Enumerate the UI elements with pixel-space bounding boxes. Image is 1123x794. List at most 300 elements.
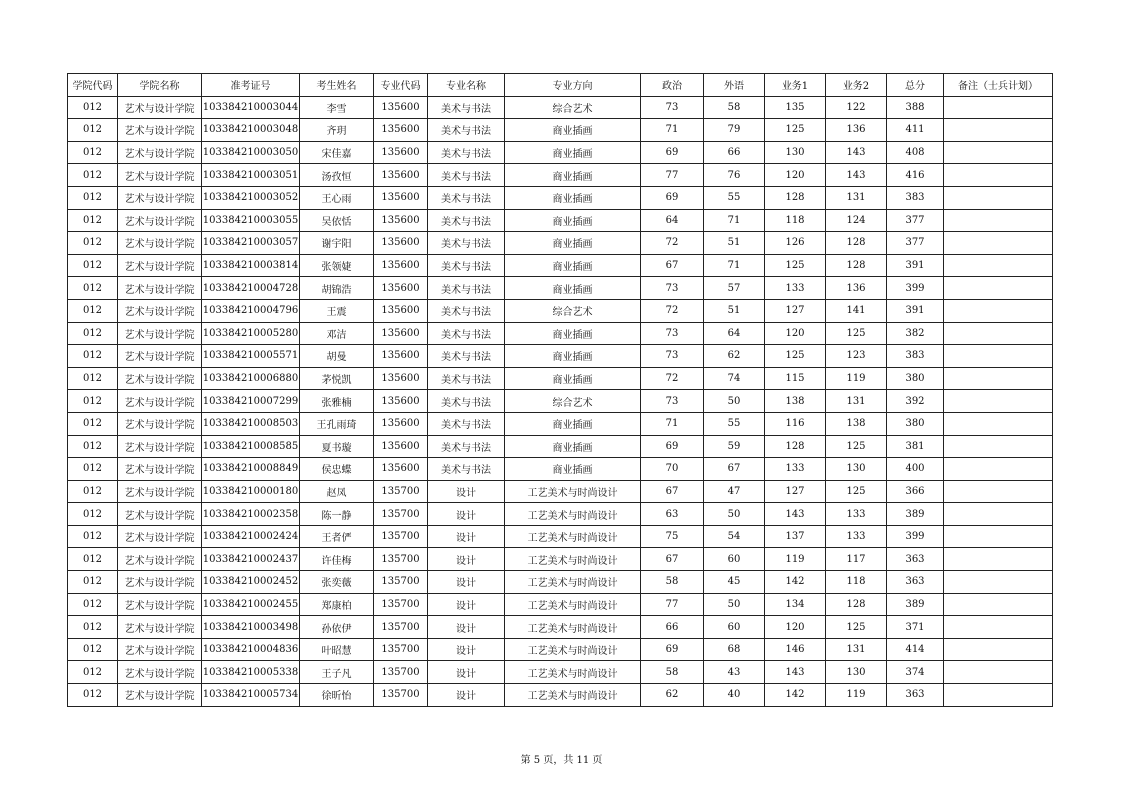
- table-row: [68, 119, 1053, 142]
- table-row: [68, 525, 1053, 548]
- cell-college-code: 012: [68, 345, 118, 368]
- cell-subject2-score: 128: [826, 254, 887, 277]
- cell-remarks: [944, 435, 1053, 458]
- cell-subject1-score: 125: [765, 119, 826, 142]
- cell-major-code: 135600: [374, 232, 428, 255]
- cell-subject2-score: 138: [826, 412, 887, 435]
- cell-subject2-score: 125: [826, 435, 887, 458]
- cell-major-code: 135600: [374, 164, 428, 187]
- cell-exam-id: 103384210002437: [202, 548, 300, 571]
- cell-college-code: 012: [68, 141, 118, 164]
- cell-college-code: 012: [68, 412, 118, 435]
- cell-college-name: 艺术与设计学院: [118, 232, 202, 255]
- column-header-student-name: 考生姓名: [300, 74, 374, 97]
- cell-politics-score: 72: [641, 299, 704, 322]
- cell-total-score: 374: [887, 661, 944, 684]
- cell-total-score: 382: [887, 322, 944, 345]
- cell-college-code: 012: [68, 299, 118, 322]
- cell-major-name: 设计: [428, 503, 505, 526]
- cell-total-score: 399: [887, 525, 944, 548]
- cell-major-name: 美术与书法: [428, 164, 505, 187]
- cell-foreign-language-score: 60: [704, 548, 765, 571]
- cell-student-name: 张奕薇: [300, 571, 374, 594]
- cell-major-direction: 商业插画: [505, 277, 641, 300]
- cell-college-code: 012: [68, 322, 118, 345]
- cell-foreign-language-score: 40: [704, 684, 765, 707]
- cell-college-code: 012: [68, 390, 118, 413]
- cell-subject2-score: 131: [826, 638, 887, 661]
- cell-student-name: 吴依恬: [300, 209, 374, 232]
- cell-foreign-language-score: 71: [704, 254, 765, 277]
- cell-total-score: 377: [887, 232, 944, 255]
- cell-major-direction: 商业插画: [505, 209, 641, 232]
- cell-politics-score: 66: [641, 616, 704, 639]
- table-row: [68, 254, 1053, 277]
- cell-major-direction: 工艺美术与时尚设计: [505, 503, 641, 526]
- cell-subject1-score: 128: [765, 435, 826, 458]
- table-row: [68, 684, 1053, 707]
- cell-major-direction: 商业插画: [505, 412, 641, 435]
- cell-total-score: 391: [887, 254, 944, 277]
- cell-major-direction: 商业插画: [505, 345, 641, 368]
- cell-subject2-score: 123: [826, 345, 887, 368]
- cell-exam-id: 103384210002358: [202, 503, 300, 526]
- cell-major-direction: 工艺美术与时尚设计: [505, 638, 641, 661]
- table-row: [68, 345, 1053, 368]
- cell-major-code: 135700: [374, 661, 428, 684]
- column-header-total-score: 总分: [887, 74, 944, 97]
- cell-foreign-language-score: 62: [704, 345, 765, 368]
- cell-student-name: 齐玥: [300, 119, 374, 142]
- cell-major-direction: 工艺美术与时尚设计: [505, 525, 641, 548]
- cell-subject1-score: 130: [765, 141, 826, 164]
- cell-remarks: [944, 503, 1053, 526]
- cell-subject1-score: 146: [765, 638, 826, 661]
- cell-college-name: 艺术与设计学院: [118, 616, 202, 639]
- cell-subject2-score: 136: [826, 277, 887, 300]
- cell-exam-id: 103384210003055: [202, 209, 300, 232]
- cell-total-score: 363: [887, 571, 944, 594]
- cell-major-name: 美术与书法: [428, 254, 505, 277]
- cell-total-score: 380: [887, 367, 944, 390]
- cell-politics-score: 75: [641, 525, 704, 548]
- cell-student-name: 张雅楠: [300, 390, 374, 413]
- cell-major-name: 设计: [428, 661, 505, 684]
- cell-student-name: 宋佳嘉: [300, 141, 374, 164]
- cell-subject1-score: 143: [765, 503, 826, 526]
- cell-subject2-score: 136: [826, 119, 887, 142]
- cell-major-direction: 综合艺术: [505, 96, 641, 119]
- cell-major-direction: 工艺美术与时尚设计: [505, 480, 641, 503]
- cell-foreign-language-score: 54: [704, 525, 765, 548]
- cell-remarks: [944, 548, 1053, 571]
- cell-major-direction: 综合艺术: [505, 390, 641, 413]
- cell-remarks: [944, 232, 1053, 255]
- table-body: [68, 96, 1053, 706]
- cell-major-direction: 综合艺术: [505, 299, 641, 322]
- cell-major-code: 135600: [374, 141, 428, 164]
- cell-remarks: [944, 119, 1053, 142]
- cell-foreign-language-score: 45: [704, 571, 765, 594]
- cell-major-name: 美术与书法: [428, 186, 505, 209]
- cell-major-name: 美术与书法: [428, 141, 505, 164]
- cell-exam-id: 103384210003057: [202, 232, 300, 255]
- cell-remarks: [944, 390, 1053, 413]
- cell-subject1-score: 126: [765, 232, 826, 255]
- cell-subject2-score: 125: [826, 322, 887, 345]
- admission-score-table: [67, 73, 1053, 707]
- cell-politics-score: 73: [641, 277, 704, 300]
- cell-college-code: 012: [68, 525, 118, 548]
- cell-politics-score: 63: [641, 503, 704, 526]
- cell-major-name: 设计: [428, 548, 505, 571]
- cell-major-direction: 工艺美术与时尚设计: [505, 616, 641, 639]
- table-row: [68, 661, 1053, 684]
- cell-exam-id: 103384210004728: [202, 277, 300, 300]
- cell-total-score: 399: [887, 277, 944, 300]
- cell-remarks: [944, 684, 1053, 707]
- cell-exam-id: 103384210007299: [202, 390, 300, 413]
- cell-subject2-score: 119: [826, 367, 887, 390]
- cell-exam-id: 103384210008849: [202, 458, 300, 481]
- cell-college-name: 艺术与设计学院: [118, 548, 202, 571]
- cell-major-direction: 商业插画: [505, 186, 641, 209]
- cell-major-code: 135600: [374, 96, 428, 119]
- column-header-foreign-language-score: 外语: [704, 74, 765, 97]
- cell-remarks: [944, 345, 1053, 368]
- cell-student-name: 汤孜恒: [300, 164, 374, 187]
- cell-major-direction: 商业插画: [505, 367, 641, 390]
- cell-foreign-language-score: 55: [704, 412, 765, 435]
- cell-student-name: 王子凡: [300, 661, 374, 684]
- cell-subject1-score: 137: [765, 525, 826, 548]
- table-row: [68, 593, 1053, 616]
- cell-exam-id: 103384210006880: [202, 367, 300, 390]
- cell-politics-score: 73: [641, 322, 704, 345]
- column-header-subject1-score: 业务1: [765, 74, 826, 97]
- table-row: [68, 141, 1053, 164]
- cell-remarks: [944, 412, 1053, 435]
- cell-student-name: 王孔雨琦: [300, 412, 374, 435]
- cell-college-name: 艺术与设计学院: [118, 277, 202, 300]
- cell-subject2-score: 122: [826, 96, 887, 119]
- cell-subject2-score: 133: [826, 503, 887, 526]
- cell-college-name: 艺术与设计学院: [118, 661, 202, 684]
- cell-major-code: 135600: [374, 458, 428, 481]
- cell-subject2-score: 128: [826, 232, 887, 255]
- cell-subject2-score: 117: [826, 548, 887, 571]
- cell-college-code: 012: [68, 458, 118, 481]
- cell-total-score: 389: [887, 593, 944, 616]
- cell-student-name: 徐昕怡: [300, 684, 374, 707]
- cell-major-name: 设计: [428, 571, 505, 594]
- cell-college-code: 012: [68, 164, 118, 187]
- cell-college-code: 012: [68, 480, 118, 503]
- cell-college-code: 012: [68, 435, 118, 458]
- cell-major-code: 135600: [374, 277, 428, 300]
- column-header-major-name: 专业名称: [428, 74, 505, 97]
- cell-remarks: [944, 638, 1053, 661]
- cell-college-code: 012: [68, 684, 118, 707]
- cell-major-name: 美术与书法: [428, 232, 505, 255]
- cell-college-code: 012: [68, 232, 118, 255]
- cell-exam-id: 103384210002424: [202, 525, 300, 548]
- cell-remarks: [944, 571, 1053, 594]
- cell-politics-score: 69: [641, 435, 704, 458]
- cell-remarks: [944, 277, 1053, 300]
- cell-college-code: 012: [68, 186, 118, 209]
- table-row: [68, 299, 1053, 322]
- column-header-subject2-score: 业务2: [826, 74, 887, 97]
- table-row: [68, 209, 1053, 232]
- cell-major-code: 135600: [374, 390, 428, 413]
- cell-foreign-language-score: 51: [704, 232, 765, 255]
- cell-total-score: 391: [887, 299, 944, 322]
- cell-subject1-score: 125: [765, 254, 826, 277]
- cell-college-name: 艺术与设计学院: [118, 299, 202, 322]
- cell-total-score: 371: [887, 616, 944, 639]
- cell-foreign-language-score: 47: [704, 480, 765, 503]
- cell-college-code: 012: [68, 593, 118, 616]
- cell-major-code: 135700: [374, 525, 428, 548]
- cell-college-code: 012: [68, 638, 118, 661]
- cell-exam-id: 103384210003044: [202, 96, 300, 119]
- cell-student-name: 茅悦凯: [300, 367, 374, 390]
- cell-subject1-score: 133: [765, 277, 826, 300]
- cell-subject2-score: 143: [826, 141, 887, 164]
- cell-subject2-score: 133: [826, 525, 887, 548]
- cell-major-direction: 商业插画: [505, 119, 641, 142]
- cell-college-name: 艺术与设计学院: [118, 119, 202, 142]
- cell-foreign-language-score: 55: [704, 186, 765, 209]
- cell-major-name: 美术与书法: [428, 322, 505, 345]
- cell-college-code: 012: [68, 616, 118, 639]
- cell-subject1-score: 120: [765, 616, 826, 639]
- cell-subject1-score: 118: [765, 209, 826, 232]
- cell-major-code: 135600: [374, 209, 428, 232]
- cell-total-score: 383: [887, 345, 944, 368]
- cell-remarks: [944, 322, 1053, 345]
- table-row: [68, 367, 1053, 390]
- column-header-politics-score: 政治: [641, 74, 704, 97]
- cell-college-code: 012: [68, 254, 118, 277]
- cell-remarks: [944, 458, 1053, 481]
- cell-major-name: 设计: [428, 593, 505, 616]
- cell-major-direction: 工艺美术与时尚设计: [505, 593, 641, 616]
- cell-student-name: 王者俨: [300, 525, 374, 548]
- cell-student-name: 孙依伊: [300, 616, 374, 639]
- cell-college-code: 012: [68, 548, 118, 571]
- cell-college-code: 012: [68, 119, 118, 142]
- column-header-exam-id: 准考证号: [202, 74, 300, 97]
- cell-student-name: 陈一静: [300, 503, 374, 526]
- cell-major-name: 美术与书法: [428, 299, 505, 322]
- cell-college-name: 艺术与设计学院: [118, 367, 202, 390]
- cell-college-name: 艺术与设计学院: [118, 345, 202, 368]
- cell-subject2-score: 128: [826, 593, 887, 616]
- cell-college-name: 艺术与设计学院: [118, 593, 202, 616]
- cell-student-name: 胡锦浩: [300, 277, 374, 300]
- cell-exam-id: 103384210008585: [202, 435, 300, 458]
- cell-college-code: 012: [68, 96, 118, 119]
- cell-subject2-score: 131: [826, 186, 887, 209]
- cell-remarks: [944, 186, 1053, 209]
- cell-total-score: 380: [887, 412, 944, 435]
- cell-major-name: 美术与书法: [428, 458, 505, 481]
- cell-politics-score: 67: [641, 548, 704, 571]
- cell-subject1-score: 142: [765, 684, 826, 707]
- cell-major-code: 135600: [374, 435, 428, 458]
- cell-exam-id: 103384210002455: [202, 593, 300, 616]
- cell-major-direction: 工艺美术与时尚设计: [505, 684, 641, 707]
- cell-major-code: 135600: [374, 412, 428, 435]
- table-row: [68, 412, 1053, 435]
- cell-major-name: 美术与书法: [428, 96, 505, 119]
- cell-foreign-language-score: 50: [704, 593, 765, 616]
- cell-major-name: 美术与书法: [428, 412, 505, 435]
- cell-subject2-score: 143: [826, 164, 887, 187]
- cell-college-name: 艺术与设计学院: [118, 322, 202, 345]
- cell-college-name: 艺术与设计学院: [118, 96, 202, 119]
- table-row: [68, 96, 1053, 119]
- cell-politics-score: 71: [641, 119, 704, 142]
- cell-exam-id: 103384210005734: [202, 684, 300, 707]
- cell-major-name: 美术与书法: [428, 367, 505, 390]
- cell-exam-id: 103384210003051: [202, 164, 300, 187]
- cell-subject2-score: 125: [826, 616, 887, 639]
- cell-remarks: [944, 616, 1053, 639]
- cell-major-code: 135700: [374, 571, 428, 594]
- cell-major-name: 美术与书法: [428, 119, 505, 142]
- cell-remarks: [944, 299, 1053, 322]
- cell-major-code: 135600: [374, 367, 428, 390]
- cell-remarks: [944, 96, 1053, 119]
- cell-major-direction: 商业插画: [505, 458, 641, 481]
- cell-college-name: 艺术与设计学院: [118, 435, 202, 458]
- cell-foreign-language-score: 64: [704, 322, 765, 345]
- cell-foreign-language-score: 68: [704, 638, 765, 661]
- cell-subject2-score: 131: [826, 390, 887, 413]
- table-row: [68, 390, 1053, 413]
- cell-major-code: 135600: [374, 299, 428, 322]
- cell-subject2-score: 119: [826, 684, 887, 707]
- cell-subject1-score: 143: [765, 661, 826, 684]
- cell-college-code: 012: [68, 571, 118, 594]
- cell-foreign-language-score: 79: [704, 119, 765, 142]
- cell-politics-score: 64: [641, 209, 704, 232]
- cell-college-name: 艺术与设计学院: [118, 458, 202, 481]
- table-header-row: [68, 74, 1053, 97]
- table-row: [68, 186, 1053, 209]
- cell-remarks: [944, 593, 1053, 616]
- cell-college-name: 艺术与设计学院: [118, 141, 202, 164]
- cell-college-name: 艺术与设计学院: [118, 684, 202, 707]
- cell-politics-score: 77: [641, 164, 704, 187]
- cell-politics-score: 73: [641, 96, 704, 119]
- cell-college-name: 艺术与设计学院: [118, 503, 202, 526]
- cell-college-code: 012: [68, 503, 118, 526]
- cell-politics-score: 67: [641, 254, 704, 277]
- cell-exam-id: 103384210005280: [202, 322, 300, 345]
- cell-exam-id: 103384210003814: [202, 254, 300, 277]
- cell-major-direction: 商业插画: [505, 164, 641, 187]
- table-row: [68, 164, 1053, 187]
- cell-total-score: 414: [887, 638, 944, 661]
- cell-major-code: 135700: [374, 638, 428, 661]
- cell-total-score: 411: [887, 119, 944, 142]
- cell-student-name: 叶昭慧: [300, 638, 374, 661]
- cell-politics-score: 69: [641, 141, 704, 164]
- column-header-remarks: 备注（士兵计划）: [944, 74, 1053, 97]
- table-row: [68, 503, 1053, 526]
- cell-subject2-score: 141: [826, 299, 887, 322]
- cell-politics-score: 77: [641, 593, 704, 616]
- cell-politics-score: 73: [641, 345, 704, 368]
- cell-remarks: [944, 209, 1053, 232]
- page-number-footer: 第 5 页，共 11 页: [520, 755, 603, 766]
- cell-total-score: 416: [887, 164, 944, 187]
- cell-major-name: 美术与书法: [428, 209, 505, 232]
- cell-total-score: 377: [887, 209, 944, 232]
- cell-major-direction: 工艺美术与时尚设计: [505, 548, 641, 571]
- cell-foreign-language-score: 57: [704, 277, 765, 300]
- cell-student-name: 邓洁: [300, 322, 374, 345]
- cell-major-name: 美术与书法: [428, 435, 505, 458]
- cell-subject2-score: 124: [826, 209, 887, 232]
- cell-exam-id: 103384210003048: [202, 119, 300, 142]
- cell-foreign-language-score: 50: [704, 503, 765, 526]
- cell-major-code: 135600: [374, 254, 428, 277]
- cell-student-name: 郑康柏: [300, 593, 374, 616]
- cell-college-name: 艺术与设计学院: [118, 254, 202, 277]
- admission-table-container: [67, 73, 1052, 707]
- cell-politics-score: 69: [641, 638, 704, 661]
- cell-subject1-score: 133: [765, 458, 826, 481]
- cell-subject2-score: 125: [826, 480, 887, 503]
- cell-total-score: 363: [887, 548, 944, 571]
- cell-politics-score: 58: [641, 661, 704, 684]
- cell-foreign-language-score: 74: [704, 367, 765, 390]
- table-row: [68, 638, 1053, 661]
- cell-major-code: 135600: [374, 345, 428, 368]
- cell-total-score: 408: [887, 141, 944, 164]
- cell-major-direction: 工艺美术与时尚设计: [505, 571, 641, 594]
- cell-subject2-score: 130: [826, 661, 887, 684]
- cell-remarks: [944, 164, 1053, 187]
- cell-subject1-score: 120: [765, 164, 826, 187]
- cell-total-score: 392: [887, 390, 944, 413]
- cell-major-code: 135700: [374, 616, 428, 639]
- cell-politics-score: 72: [641, 232, 704, 255]
- cell-remarks: [944, 367, 1053, 390]
- cell-college-code: 012: [68, 209, 118, 232]
- cell-college-name: 艺术与设计学院: [118, 209, 202, 232]
- cell-student-name: 王心雨: [300, 186, 374, 209]
- column-header-college-code: 学院代码: [68, 74, 118, 97]
- table-row: [68, 277, 1053, 300]
- table-row: [68, 571, 1053, 594]
- cell-exam-id: 103384210000180: [202, 480, 300, 503]
- cell-college-name: 艺术与设计学院: [118, 525, 202, 548]
- cell-major-name: 设计: [428, 684, 505, 707]
- cell-remarks: [944, 525, 1053, 548]
- cell-major-direction: 商业插画: [505, 232, 641, 255]
- cell-subject1-score: 128: [765, 186, 826, 209]
- cell-total-score: 383: [887, 186, 944, 209]
- cell-subject1-score: 135: [765, 96, 826, 119]
- cell-foreign-language-score: 43: [704, 661, 765, 684]
- cell-foreign-language-score: 50: [704, 390, 765, 413]
